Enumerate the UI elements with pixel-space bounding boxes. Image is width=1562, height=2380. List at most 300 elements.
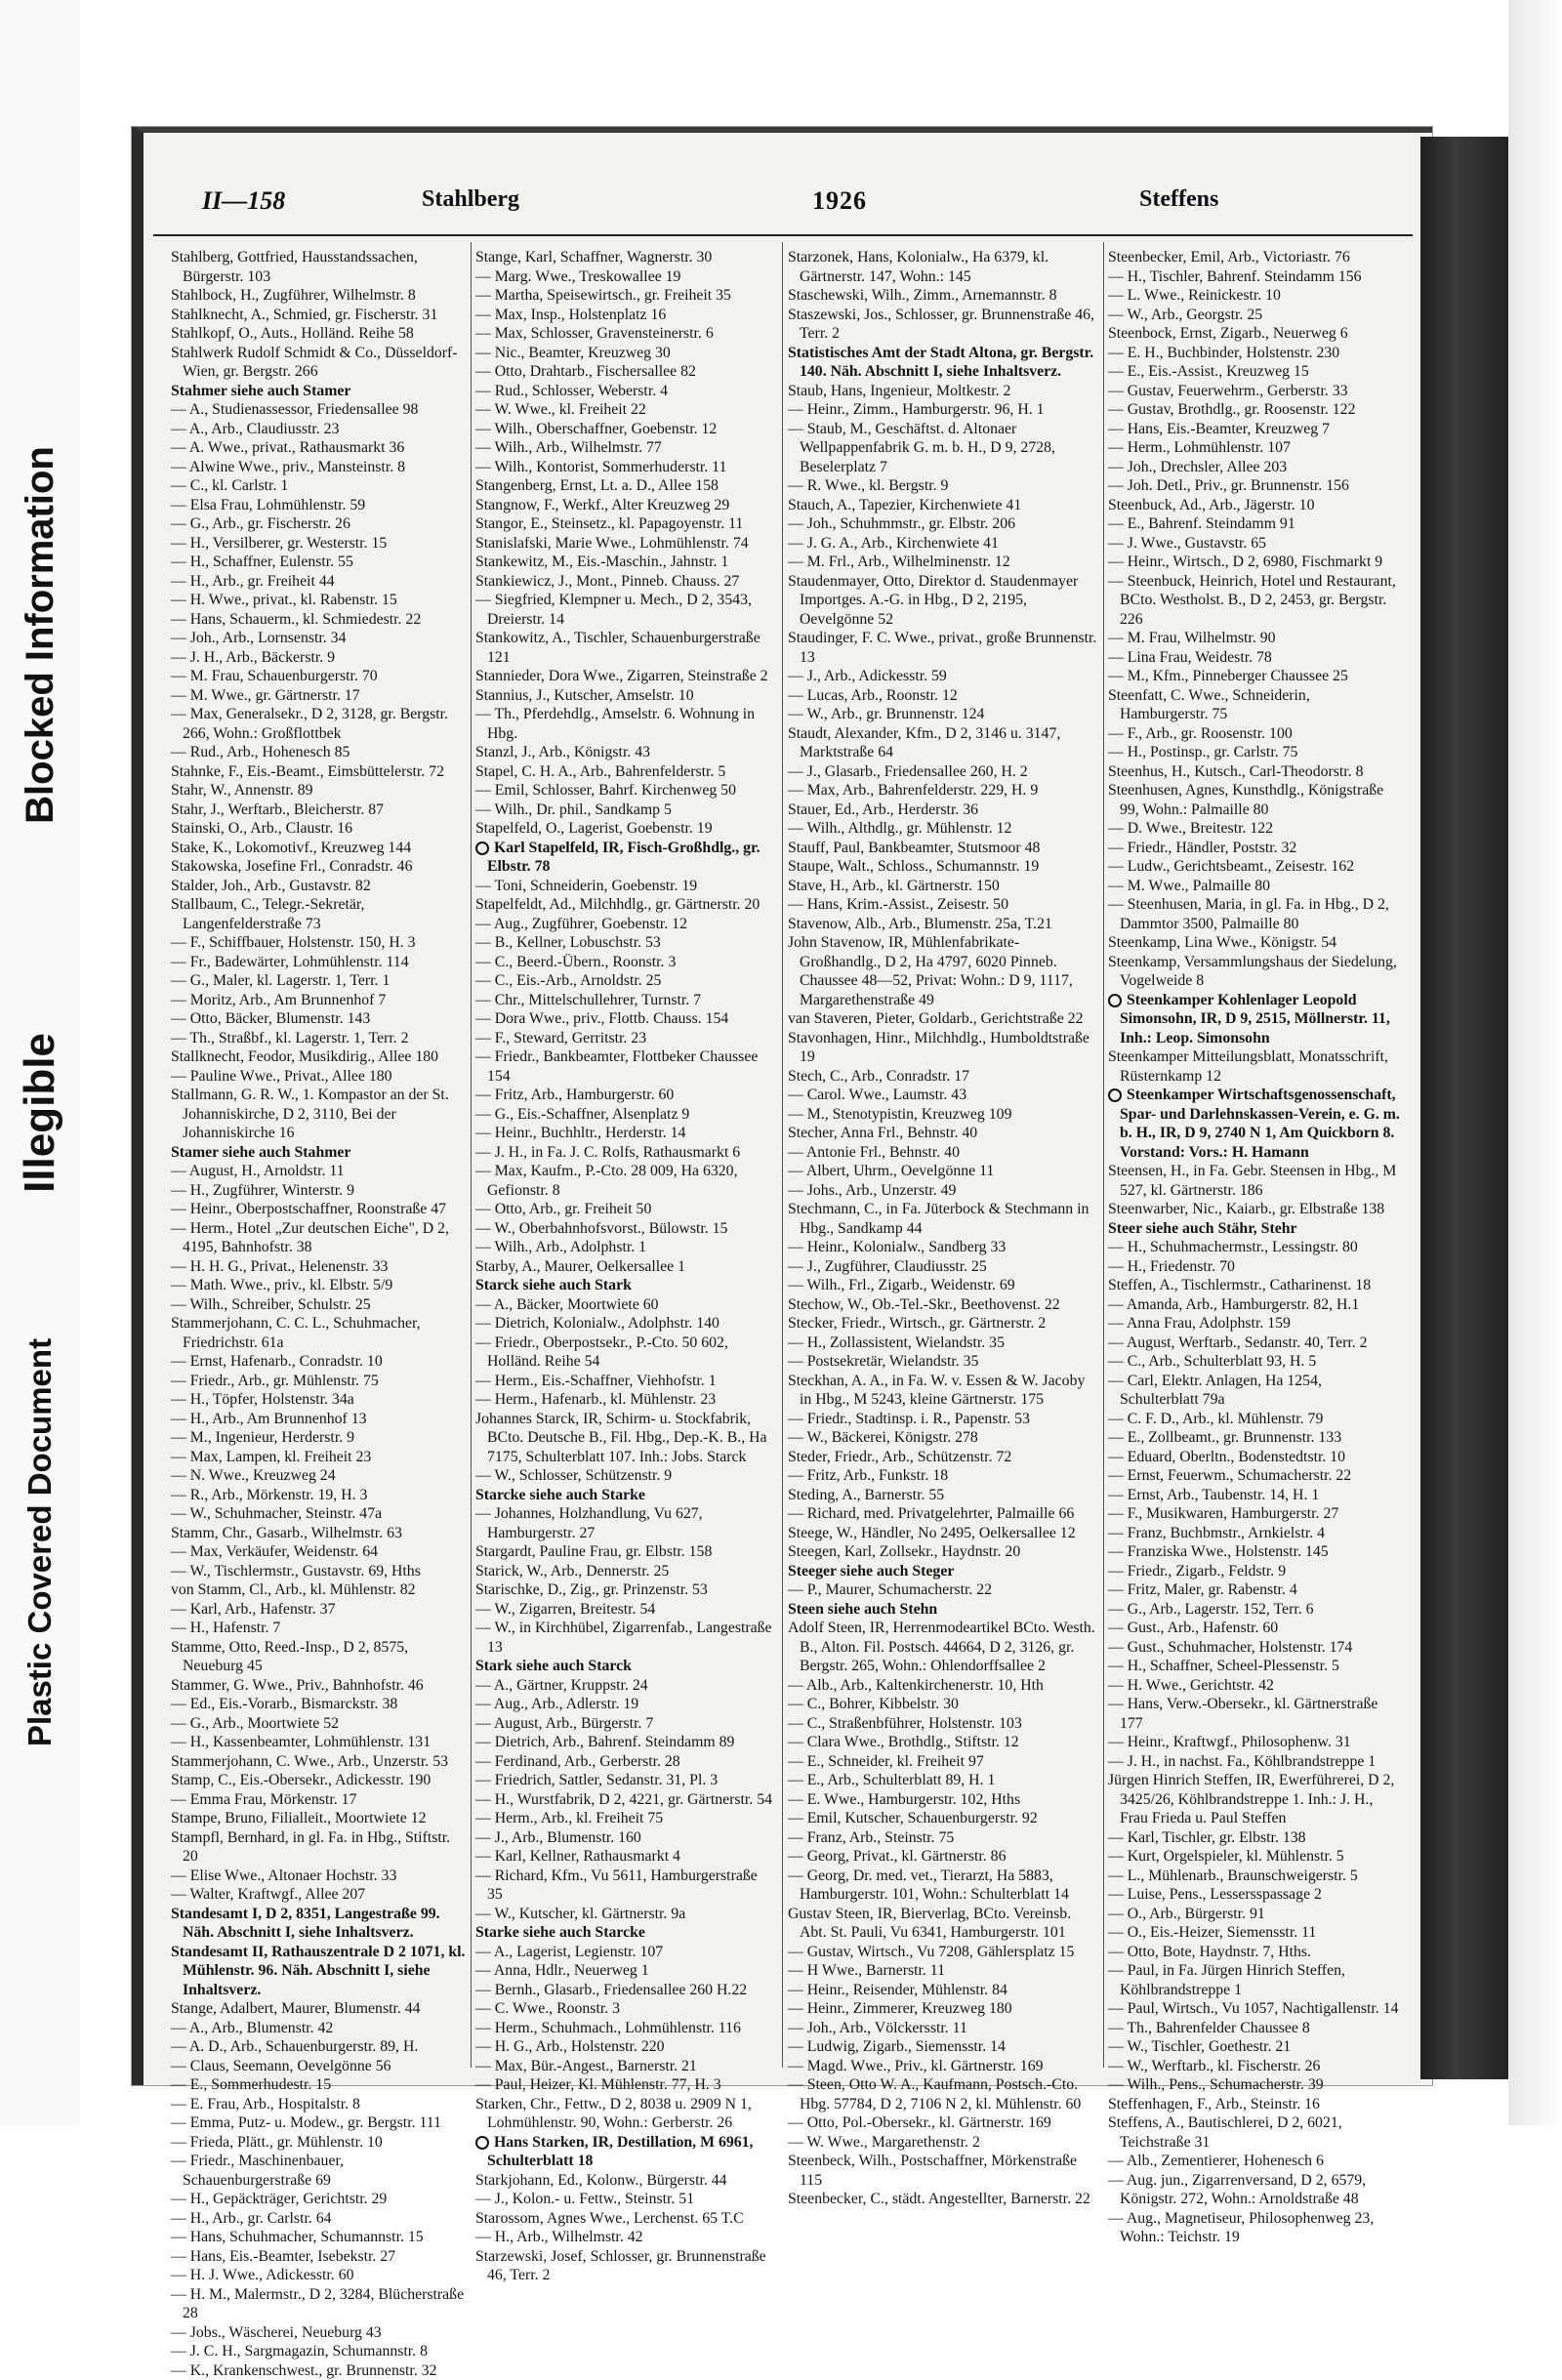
directory-entry: Steenbuck, Ad., Arb., Jägerstr. 10 [1108, 496, 1401, 515]
directory-entry: — Rud., Arb., Hohenesch 85 [171, 743, 466, 762]
directory-entry: Adolf Steen, IR, Herrenmodeartikel BCto. Westh. B., Alton. Fil. Postsch. 44664, D 2, 3126, gr. Bergstr. 265, Wohn.: Ohlendorffsallee 2 [788, 1619, 1098, 1676]
directory-entry: — Johannes, Holzhandlung, Vu 627, Hamburgerstr. 27 [475, 1504, 776, 1542]
directory-entry: — Clara Wwe., Brothdlg., Stiftstr. 12 [788, 1733, 1098, 1752]
directory-entry: — Joh., Drechsler, Allee 203 [1108, 458, 1401, 477]
directory-entry: — Pauline Wwe., Privat., Allee 180 [171, 1067, 466, 1087]
page-edge [1508, 0, 1562, 2125]
directory-entry: — Max, Lampen, kl. Freiheit 23 [171, 1448, 466, 1467]
directory-entry: Stauer, Ed., Arb., Herderstr. 36 [788, 800, 1098, 820]
directory-entry: Starck siehe auch Stark [475, 1276, 776, 1295]
directory-entry: — J., Kolon.- u. Fettw., Steinstr. 51 [475, 2190, 776, 2209]
directory-entry: Starby, A., Maurer, Oelkersallee 1 [475, 1257, 776, 1277]
directory-entry: Starick, W., Arb., Dennerstr. 25 [475, 1562, 776, 1581]
directory-entry: — Ed., Eis.-Vorarb., Bismarckstr. 38 [171, 1695, 466, 1714]
directory-entry: — Ernst, Hafenarb., Conradstr. 10 [171, 1352, 466, 1372]
directory-entry: — Toni, Schneiderin, Goebenstr. 19 [475, 877, 776, 896]
directory-entry: — W. Wwe., kl. Freiheit 22 [475, 400, 776, 420]
directory-entry: — H., Arb., gr. Freiheit 44 [171, 572, 466, 592]
directory-entry: — E., Sommerhudestr. 15 [171, 2075, 466, 2095]
column-1 [171, 248, 466, 2073]
directory-entry: Stankewitz, M., Eis.-Maschin., Jahnstr. 1 [475, 553, 776, 572]
directory-entry: — Aug., Arb., Adlerstr. 19 [475, 1695, 776, 1714]
directory-entry: Stahlkopf, O., Auts., Holländ. Reihe 58 [171, 324, 466, 344]
directory-entry: — Heinr., Buchhltr., Herderstr. 14 [475, 1124, 776, 1143]
directory-entry: — Wilh., Oberschaffner, Goebenstr. 12 [475, 420, 776, 439]
directory-entry: — F., Arb., gr. Roosenstr. 100 [1108, 724, 1401, 744]
directory-entry: Stange, Karl, Schaffner, Wagnerstr. 30 [475, 248, 776, 267]
directory-entry: — Hans, Krim.-Assist., Zeisestr. 50 [788, 895, 1098, 915]
directory-entry: — Claus, Seemann, Oevelgönne 56 [171, 2057, 466, 2076]
directory-entry: — Friedr., Händler, Poststr. 32 [1108, 839, 1401, 858]
directory-entry: Stargardt, Pauline Frau, gr. Elbstr. 158 [475, 1542, 776, 1562]
directory-entry: — Georg, Dr. med. vet., Tierarzt, Ha 5883, Hamburgerstr. 101, Wohn.: Schulterblatt 14 [788, 1867, 1098, 1905]
directory-entry: Stangenberg, Ernst, Lt. a. D., Allee 158 [475, 476, 776, 496]
directory-entry: — A., Gärtner, Kruppstr. 24 [475, 1676, 776, 1696]
directory-entry: Steenbecker, C., städt. Angestellter, Barnerstr. 22 [788, 2190, 1098, 2209]
directory-entry: — Franziska Wwe., Holstenstr. 145 [1108, 1542, 1401, 1562]
directory-entry: — Franz, Buchbmstr., Arnkielstr. 4 [1108, 1524, 1401, 1543]
directory-entry: — A. D., Arb., Schauenburgerstr. 89, H. [171, 2037, 466, 2057]
directory-entry: — H., Töpfer, Holstenstr. 34a [171, 1390, 466, 1410]
directory-entry: — P., Maurer, Schumacherstr. 22 [788, 1580, 1098, 1600]
directory-entry: — August, Arb., Bürgerstr. 7 [475, 1714, 776, 1734]
directory-entry: — Otto, Bote, Haydnstr. 7, Hths. [1108, 1943, 1401, 1962]
directory-entry: — H., Schaffner, Eulenstr. 55 [171, 553, 466, 572]
directory-entry: — J. G. A., Arb., Kirchenwiete 41 [788, 534, 1098, 554]
directory-entry: — Gust., Schuhmacher, Holstenstr. 174 [1108, 1638, 1401, 1658]
directory-entry: — Gustav, Brothdlg., gr. Roosenstr. 122 [1108, 400, 1401, 420]
directory-entry: — Georg, Privat., kl. Gärtnerstr. 86 [788, 1847, 1098, 1867]
directory-entry: — H., Zugführer, Winterstr. 9 [171, 1181, 466, 1201]
directory-entry: — W., Kutscher, kl. Gärtnerstr. 9a [475, 1905, 776, 1924]
side-band [0, 0, 80, 2125]
directory-entry: Staupe, Walt., Schloss., Schumannstr. 19 [788, 857, 1098, 877]
directory-entry: Staschewski, Wilh., Zimm., Arnemannstr. 8 [788, 286, 1098, 306]
directory-entry: — Dietrich, Kolonialw., Adolphstr. 140 [475, 1314, 776, 1334]
directory-entry: — Kurt, Orgelspieler, kl. Mühlenstr. 5 [1108, 1847, 1401, 1867]
column-rule [782, 242, 783, 2068]
directory-entry: Stainski, O., Arb., Claustr. 16 [171, 819, 466, 839]
directory-entry: — H. J. Wwe., Adickesstr. 60 [171, 2266, 466, 2285]
directory-entry: — Fr., Badewärter, Lohmühlenstr. 114 [171, 953, 466, 972]
directory-entry: Stahmer siehe auch Stamer [171, 382, 466, 401]
directory-entry: — E., Zollbeamt., gr. Brunnenstr. 133 [1108, 1428, 1401, 1448]
directory-entry: — R. Wwe., kl. Bergstr. 9 [788, 476, 1098, 496]
directory-entry: — Karl, Arb., Hafenstr. 37 [171, 1600, 466, 1620]
directory-entry: — Heinr., Wirtsch., D 2, 6980, Fischmarkt 9 [1108, 553, 1401, 572]
directory-entry: — Emil, Schlosser, Bahrf. Kirchenweg 50 [475, 781, 776, 800]
directory-entry: Steenkamp, Versammlungshaus der Siedelung, Vogelweide 8 [1108, 953, 1401, 991]
directory-entry: — H. M., Malermstr., D 2, 3284, Blücherstraße 28 [171, 2285, 466, 2323]
directory-entry: — M. Wwe., Palmaille 80 [1108, 877, 1401, 896]
directory-entry: — Herm., Arb., kl. Freiheit 75 [475, 1809, 776, 1828]
directory-entry-featured: Steenkamper Kohlenlager Leopold Simonsohn, IR, D 9, 2515, Möllnerstr. 11, Inh.: Leop. Simonsohn [1108, 991, 1401, 1048]
directory-entry: — Paul, Heizer, Kl. Mühlenstr. 77, H. 3 [475, 2075, 776, 2095]
column-rule [471, 242, 472, 2068]
directory-entry: Steding, A., Barnerstr. 55 [788, 1486, 1098, 1505]
directory-entry: — H., Kassenbeamter, Lohmühlenstr. 131 [171, 1733, 466, 1752]
directory-entry: — Heinr., Kolonialw., Sandberg 33 [788, 1238, 1098, 1257]
directory-entry: — Rud., Schlosser, Weberstr. 4 [475, 382, 776, 401]
directory-entry: Steensen, H., in Fa. Gebr. Steensen in Hbg., M 527, kl. Gärtnerstr. 186 [1108, 1162, 1401, 1200]
directory-entry: Staudenmayer, Otto, Direktor d. Staudenmayer Importges. A.-G. in Hbg., D 2, 2195, Oevelgönne 52 [788, 572, 1098, 630]
directory-entry: — J. H., in Fa. J. C. Rolfs, Rathausmarkt 6 [475, 1143, 776, 1163]
directory-entry: — Friedr., Stadtinsp. i. R., Papenstr. 53 [788, 1410, 1098, 1429]
directory-entry: Stake, K., Lokomotivf., Kreuzweg 144 [171, 839, 466, 858]
directory-entry: — H., Schaffner, Scheel-Plessenstr. 5 [1108, 1657, 1401, 1676]
directory-entry: — Max, Verkäufer, Weidenstr. 64 [171, 1542, 466, 1562]
directory-entry: — Paul, in Fa. Jürgen Hinrich Steffen, Köhlbrandstreppe 1 [1108, 1961, 1401, 1999]
directory-entry: Stammerjohann, C. C. L., Schuhmacher, Friedrichstr. 61a [171, 1314, 466, 1352]
directory-entry: — F., Schiffbauer, Holstenstr. 150, H. 3 [171, 933, 466, 953]
directory-entry: — A., Bäcker, Moortwiete 60 [475, 1295, 776, 1315]
directory-entry: — G., Maler, kl. Lagerstr. 1, Terr. 1 [171, 971, 466, 991]
directory-entry: Steenkamp, Lina Wwe., Königstr. 54 [1108, 933, 1401, 953]
directory-entry: — W., Tischlermstr., Gustavstr. 69, Hths [171, 1562, 466, 1581]
directory-entry: — H. Wwe., Gerichtstr. 42 [1108, 1676, 1401, 1696]
directory-entry: — N. Wwe., Kreuzweg 24 [171, 1466, 466, 1486]
directory-entry: Stavonhagen, Hinr., Milchhdlg., Humboldtstraße 19 [788, 1029, 1098, 1067]
directory-entry: — Th., Bahrenfelder Chaussee 8 [1108, 2019, 1401, 2038]
directory-entry: — E., Eis.-Assist., Kreuzweg 15 [1108, 362, 1401, 382]
directory-entry: — Herm., Lohmühlenstr. 107 [1108, 438, 1401, 458]
binding-shadow [1420, 137, 1508, 2079]
directory-entry: — Antonie Frl., Behnstr. 40 [788, 1143, 1098, 1163]
directory-entry: — K., Krankenschwest., gr. Brunnenstr. 32 [171, 2361, 466, 2380]
directory-entry: — H., Schuhmachermstr., Lessingstr. 80 [1108, 1238, 1401, 1257]
directory-entry: Stahnke, F., Eis.-Beamt., Eimsbüttelerstr. 72 [171, 762, 466, 782]
directory-entry: — Friedr., Maschinenbauer, Schauenburgerstraße 69 [171, 2152, 466, 2190]
column-2 [475, 248, 776, 2073]
directory-entry: Starzonek, Hans, Kolonialw., Ha 6379, kl. Gärtnerstr. 147, Wohn.: 145 [788, 248, 1098, 286]
directory-entry: Steenbock, Ernst, Zigarb., Neuerweg 6 [1108, 324, 1401, 344]
directory-entry: Stannieder, Dora Wwe., Zigarren, Steinstraße 2 [475, 667, 776, 686]
directory-entry: Stakowska, Josefine Frl., Conradstr. 46 [171, 857, 466, 877]
directory-entry: — Anna, Hdlr., Neuerweg 1 [475, 1961, 776, 1981]
directory-entry: — Herm., Hotel „Zur deutschen Eiche", D 2, 4195, Bahnhofstr. 38 [171, 1219, 466, 1257]
column-3 [788, 248, 1098, 2073]
directory-entry: — G., Eis.-Schaffner, Alsenplatz 9 [475, 1105, 776, 1125]
directory-entry: Starzewski, Josef, Schlosser, gr. Brunnenstraße 46, Terr. 2 [475, 2247, 776, 2285]
directory-entry: Steenwarber, Nic., Kaiarb., gr. Elbstraße 138 [1108, 1200, 1401, 1219]
directory-entry: — Fritz, Arb., Hamburgerstr. 60 [475, 1086, 776, 1105]
directory-entry: — O., Arb., Bürgerstr. 91 [1108, 1905, 1401, 1924]
directory-entry: — A., Lagerist, Legienstr. 107 [475, 1943, 776, 1962]
directory-entry: — J. H., in nachst. Fa., Köhlbrandstreppe 1 [1108, 1752, 1401, 1772]
directory-entry: — H. Wwe., privat., kl. Rabenstr. 15 [171, 591, 466, 610]
directory-entry: — Jobs., Wäscherei, Neueburg 43 [171, 2323, 466, 2343]
directory-entry: — Hans, Verw.-Obersekr., kl. Gärtnerstraße 177 [1108, 1695, 1401, 1733]
directory-entry: — Emil, Kutscher, Schauenburgerstr. 92 [788, 1809, 1098, 1828]
directory-entry: — M. Frau, Schauenburgerstr. 70 [171, 667, 466, 686]
directory-entry: — Alb., Zementierer, Hohenesch 6 [1108, 2152, 1401, 2171]
directory-entry: — Karl, Tischler, gr. Elbstr. 138 [1108, 1828, 1401, 1848]
directory-entry: Jürgen Hinrich Steffen, IR, Ewerführerei, D 2, 3425/26, Köhlbrandstreppe 1. Inh.: J. H., Frau Frieda u. Paul Steffen [1108, 1771, 1401, 1828]
directory-entry: — Fritz, Arb., Funkstr. 18 [788, 1466, 1098, 1486]
directory-entry: — Hans, Schuhmacher, Schumannstr. 15 [171, 2228, 466, 2247]
directory-entry: — Wilh., Dr. phil., Sandkamp 5 [475, 800, 776, 820]
directory-entry: — Lina Frau, Weidestr. 78 [1108, 648, 1401, 668]
directory-entry: Starken, Chr., Fettw., D 2, 8038 u. 2909 N 1, Lohmühlenstr. 90, Wohn.: Gerberstr. 26 [475, 2095, 776, 2133]
directory-entry: — Ludw., Gerichtsbeamt., Zeisestr. 162 [1108, 857, 1401, 877]
directory-entry: — Max, Bür.-Angest., Barnerstr. 21 [475, 2057, 776, 2076]
directory-entry: — A., Arb., Blumenstr. 42 [171, 2019, 466, 2038]
directory-entry: Steen siehe auch Stehn [788, 1600, 1098, 1620]
directory-entry: — Eduard, Oberltn., Bodenstedtstr. 10 [1108, 1448, 1401, 1467]
directory-entry: Steffens, A., Bautischlerei, D 2, 6021, Teichstraße 31 [1108, 2113, 1401, 2152]
directory-entry: — Carol. Wwe., Laumstr. 43 [788, 1086, 1098, 1105]
directory-entry: Stavenow, Alb., Arb., Blumenstr. 25a, T.21 [788, 915, 1098, 934]
directory-entry: — Paul, Wirtsch., Vu 1057, Nachtigallenstr. 14 [1108, 1999, 1401, 2019]
directory-entry: Stapelfeld, O., Lagerist, Goebenstr. 19 [475, 819, 776, 839]
directory-entry: Stankiewicz, J., Mont., Pinneb. Chauss. 27 [475, 572, 776, 592]
directory-entry: — F., Steward, Gerritstr. 23 [475, 1029, 776, 1048]
directory-entry: — Herm., Schuhmach., Lohmühlenstr. 116 [475, 2019, 776, 2038]
directory-entry: — W. Wwe., Margarethenstr. 2 [788, 2133, 1098, 2153]
directory-entry: — W., Bäckerei, Königstr. 278 [788, 1428, 1098, 1448]
directory-entry: — M. Frl., Arb., Wilhelminenstr. 12 [788, 553, 1098, 572]
directory-entry: — E., Bahrenf. Steindamm 91 [1108, 514, 1401, 534]
directory-entry: Stanzl, J., Arb., Königstr. 43 [475, 743, 776, 762]
directory-entry: — H Wwe., Barnerstr. 11 [788, 1961, 1098, 1981]
directory-entry: — Chr., Mittelschullehrer, Turnstr. 7 [475, 991, 776, 1010]
directory-entry: — Wilh., Arb., Adolphstr. 1 [475, 1238, 776, 1257]
directory-entry: — Gustav, Feuerwehrm., Gerberstr. 33 [1108, 382, 1401, 401]
directory-entry: — M., Kfm., Pinneberger Chaussee 25 [1108, 667, 1401, 686]
directory-entry: — Moritz, Arb., Am Brunnenhof 7 [171, 991, 466, 1010]
directory-entry: — Gust., Arb., Hafenstr. 60 [1108, 1619, 1401, 1638]
ring-icon [475, 841, 489, 855]
directory-entry: — Otto, Drahtarb., Fischersallee 82 [475, 362, 776, 382]
directory-entry: — M. Wwe., gr. Gärtnerstr. 17 [171, 686, 466, 706]
directory-entry: — E. Wwe., Hamburgerstr. 102, Hths [788, 1790, 1098, 1810]
first-entry-word: Stahlberg [422, 186, 519, 213]
directory-entry: — Ernst, Arb., Taubenstr. 14, H. 1 [1108, 1486, 1401, 1505]
directory-entry: — H., Gepäckträger, Gerichtstr. 29 [171, 2190, 466, 2209]
directory-entry: — Carl, Elektr. Anlagen, Ha 1254, Schulterblatt 79a [1108, 1372, 1401, 1410]
directory-entry: — C., Bohrer, Kibbelstr. 30 [788, 1695, 1098, 1714]
directory-entry: — A., Arb., Claudiusstr. 23 [171, 420, 466, 439]
directory-entry: — Marg. Wwe., Treskowallee 19 [475, 267, 776, 287]
directory-entry: — Siegfried, Klempner u. Mech., D 2, 3543, Dreierstr. 14 [475, 591, 776, 629]
directory-entry: — E., Arb., Schulterblatt 89, H. 1 [788, 1771, 1098, 1790]
directory-entry: Stahlwerk Rudolf Schmidt & Co., Düsseldorf-Wien, gr. Bergstr. 266 [171, 344, 466, 382]
directory-entry: Gustav Steen, IR, Bierverlag, BCto. Vereinsb. Abt. St. Pauli, Vu 6341, Hamburgerstr. 101 [788, 1905, 1098, 1943]
directory-entry: — Elsa Frau, Lohmühlenstr. 59 [171, 496, 466, 515]
directory-entry: — E. Frau, Arb., Hospitalstr. 8 [171, 2095, 466, 2114]
directory-entry: — Friedr., Oberpostsekr., P.-Cto. 50 602, Holländ. Reihe 54 [475, 1334, 776, 1372]
directory-entry: Stangor, E., Steinsetz., kl. Papagoyenstr. 11 [475, 514, 776, 534]
directory-entry: — Walter, Kraftwgf., Allee 207 [171, 1885, 466, 1905]
directory-entry: Steenhus, H., Kutsch., Carl-Theodorstr. 8 [1108, 762, 1401, 782]
directory-entry: — G., Arb., Lagerstr. 152, Terr. 6 [1108, 1600, 1401, 1620]
directory-entry: — G., Arb., Moortwiete 52 [171, 1714, 466, 1734]
directory-entry-featured: Steenkamper Wirtschaftsgenossenschaft, Spar- und Darlehnskassen-Verein, e. G. m. b. H., IR, D 9, 2740 N 1, Am Quickborn 8. Vorstand: Vors.: H. Hamann [1108, 1086, 1401, 1162]
directory-entry: Stahlberg, Gottfried, Hausstandssachen, Bürgerstr. 103 [171, 248, 466, 286]
directory-entry: — Johs., Arb., Unzerstr. 49 [788, 1181, 1098, 1201]
directory-entry: Starischke, D., Zig., gr. Prinzenstr. 53 [475, 1580, 776, 1600]
directory-entry: Staudt, Alexander, Kfm., D 2, 3146 u. 3147, Marktstraße 64 [788, 724, 1098, 762]
directory-entry: — Max, Insp., Holstenplatz 16 [475, 306, 776, 325]
directory-entry: — Ernst, Feuerwm., Schumacherstr. 22 [1108, 1466, 1401, 1486]
directory-entry: Stamp, C., Eis.-Obersekr., Adickesstr. 190 [171, 1771, 466, 1790]
directory-entry: — Heinr., Kraftwgf., Philosophenw. 31 [1108, 1733, 1401, 1752]
directory-entry: Stammerjohann, C. Wwe., Arb., Unzerstr. 53 [171, 1752, 466, 1772]
directory-entry: — Staub, M., Geschäftst. d. Altonaer Wellpappenfabrik G. m. b. H., D 9, 2728, Beselerplatz 7 [788, 420, 1098, 477]
page-number: II—158 [202, 186, 285, 216]
directory-entry: — Joh. Detl., Priv., gr. Brunnenstr. 156 [1108, 476, 1401, 496]
directory-entry: — W., Werftarb., kl. Fischerstr. 26 [1108, 2057, 1401, 2076]
directory-entry: Steffenhagen, F., Arb., Steinstr. 16 [1108, 2095, 1401, 2114]
directory-entry: — H., Wurstfabrik, D 2, 4221, gr. Gärtnerstr. 54 [475, 1790, 776, 1810]
directory-entry: — Max, Generalsekr., D 2, 3128, gr. Bergstr. 266, Wohn.: Großflottbek [171, 705, 466, 743]
directory-entry: — Dora Wwe., priv., Flottb. Chauss. 154 [475, 1009, 776, 1029]
directory-entry: Stamm, Chr., Gasarb., Wilhelmstr. 63 [171, 1524, 466, 1543]
directory-entry: — H., Arb., Wilhelmstr. 42 [475, 2228, 776, 2247]
directory-entry: — L., Mühlenarb., Braunschweigerstr. 5 [1108, 1867, 1401, 1886]
directory-entry: Stahr, W., Annenstr. 89 [171, 781, 466, 800]
directory-entry: Stechow, W., Ob.-Tel.-Skr., Beethovenst. 22 [788, 1295, 1098, 1315]
directory-entry: — Nic., Beamter, Kreuzweg 30 [475, 344, 776, 363]
directory-entry: — Postsekretär, Wielandstr. 35 [788, 1352, 1098, 1372]
directory-entry: Stallknecht, Feodor, Musikdirig., Allee 180 [171, 1047, 466, 1067]
ring-icon [1108, 994, 1122, 1007]
directory-entry: — Max, Schlosser, Gravensteinerstr. 6 [475, 324, 776, 344]
directory-entry: Stange, Adalbert, Maurer, Blumenstr. 44 [171, 1999, 466, 2019]
directory-entry: — J. H., Arb., Bäckerstr. 9 [171, 648, 466, 668]
directory-entry: — Heinr., Reisender, Mühlenstr. 84 [788, 1981, 1098, 2000]
directory-entry: — W., Schuhmacher, Steinstr. 47a [171, 1504, 466, 1524]
directory-entry: — C., kl. Carlstr. 1 [171, 476, 466, 496]
directory-entry: — J. C. H., Sargmagazin, Schumannstr. 8 [171, 2342, 466, 2361]
directory-entry: — Th., Straßbf., kl. Lagerstr. 1, Terr. 2 [171, 1029, 466, 1048]
directory-entry: — C., Beerd.-Übern., Roonstr. 3 [475, 953, 776, 972]
directory-entry: — M., Stenotypistin, Kreuzweg 109 [788, 1105, 1098, 1125]
directory-entry: Steenkamper Mitteilungsblatt, Monatsschrift, Rüsternkamp 12 [1108, 1047, 1401, 1086]
directory-entry: Stapelfeldt, Ad., Milchhdlg., gr. Gärtnerstr. 20 [475, 895, 776, 915]
directory-entry: — Heinr., Zimm., Hamburgerstr. 96, H. 1 [788, 400, 1098, 420]
directory-entry: — Martha, Speisewirtsch., gr. Freiheit 35 [475, 286, 776, 306]
directory-entry: — Frieda, Plätt., gr. Mühlenstr. 10 [171, 2133, 466, 2153]
directory-entry: — A., Studienassessor, Friedensallee 98 [171, 400, 466, 420]
directory-entry: — Max, Arb., Bahrenfelderstr. 229, H. 9 [788, 781, 1098, 800]
directory-entry: — H., Arb., Am Brunnenhof 13 [171, 1410, 466, 1429]
directory-entry: — F., Musikwaren, Hamburgerstr. 27 [1108, 1504, 1401, 1524]
directory-entry: — Wilh., Frl., Zigarb., Weidenstr. 69 [788, 1276, 1098, 1295]
directory-entry: — J., Glasarb., Friedensallee 260, H. 2 [788, 762, 1098, 782]
directory-entry: Steer siehe auch Stähr, Stehr [1108, 1219, 1401, 1239]
directory-entry: — H., Zollassistent, Wielandstr. 35 [788, 1334, 1098, 1353]
ring-icon [475, 2136, 489, 2150]
directory-entry: — J., Arb., Blumenstr. 160 [475, 1828, 776, 1848]
directory-entry: Stecker, Friedr., Wirtsch., gr. Gärtnerstr. 2 [788, 1314, 1098, 1334]
directory-entry: — Joh., Arb., Völckersstr. 11 [788, 2019, 1098, 2038]
directory-entry: — A. Wwe., privat., Rathausmarkt 36 [171, 438, 466, 458]
directory-entry: — E. H., Buchbinder, Holstenstr. 230 [1108, 344, 1401, 363]
directory-entry: Stech, C., Arb., Conradstr. 17 [788, 1067, 1098, 1087]
directory-entry: Johannes Starck, IR, Schirm- u. Stockfabrik, BCto. Deutsche B., Fil. Hbg., Dep.-K. B., Ha 7175, Schulterblatt 107. Inh.: Jobs. Starck [475, 1410, 776, 1467]
directory-entry: Starcke siehe auch Starke [475, 1486, 776, 1505]
directory-entry: — Alb., Arb., Kaltenkirchenerstr. 10, Hth [788, 1676, 1098, 1696]
directory-entry: — Steen, Otto W. A., Kaufmann, Postsch.-Cto. Hbg. 57784, D 2, 7106 N 2, kl. Mühlenstr. 60 [788, 2075, 1098, 2113]
directory-entry: — Lucas, Arb., Roonstr. 12 [788, 686, 1098, 706]
directory-entry: — Aug., Zugführer, Goebenstr. 12 [475, 915, 776, 934]
directory-entry: — Friedr., Zigarb., Feldstr. 9 [1108, 1562, 1401, 1581]
directory-entry: — W., Tischler, Goethestr. 21 [1108, 2037, 1401, 2057]
directory-entry: — D. Wwe., Breitestr. 122 [1108, 819, 1401, 839]
directory-entry: — Heinr., Oberpostschaffner, Roonstraße 47 [171, 1200, 466, 1219]
directory-entry: — Fritz, Maler, gr. Rabenstr. 4 [1108, 1580, 1401, 1600]
directory-entry: Steege, W., Händler, No 2495, Oelkersallee 12 [788, 1524, 1098, 1543]
directory-entry: — Ludwig, Zigarb., Siemensstr. 14 [788, 2037, 1098, 2057]
directory-entry: — H., Postinsp., gr. Carlstr. 75 [1108, 743, 1401, 762]
directory-entry: Stampfl, Bernhard, in gl. Fa. in Hbg., Stiftstr. 20 [171, 1828, 466, 1867]
directory-entry: Stamer siehe auch Stahmer [171, 1143, 466, 1163]
directory-entry: Stankowitz, A., Tischler, Schauenburgerstraße 121 [475, 629, 776, 667]
directory-entry: — Steenhusen, Maria, in gl. Fa. in Hbg., D 2, Dammtor 3500, Palmaille 80 [1108, 895, 1401, 933]
directory-entry: Staub, Hans, Ingenieur, Moltkestr. 2 [788, 382, 1098, 401]
directory-entry: — Th., Pferdehdlg., Amselstr. 6. Wohnung in Hbg. [475, 705, 776, 743]
directory-entry: — Math. Wwe., priv., kl. Elbstr. 5/9 [171, 1276, 466, 1295]
directory-entry: — Emma, Putz- u. Modew., gr. Bergstr. 111 [171, 2113, 466, 2133]
directory-entry: — Otto, Bäcker, Blumenstr. 143 [171, 1009, 466, 1029]
directory-entry: — Emma Frau, Mörkenstr. 17 [171, 1790, 466, 1810]
directory-entry: — Aug. jun., Zigarrenversand, D 2, 6579, Königstr. 272, Wohn.: Arnoldstraße 48 [1108, 2171, 1401, 2209]
directory-entry: Stauch, A., Tapezier, Kirchenwiete 41 [788, 496, 1098, 515]
directory-entry: — Wilh., Pens., Schumacherstr. 39 [1108, 2075, 1401, 2095]
directory-entry: — W., in Kirchhübel, Zigarrenfab., Langestraße 13 [475, 1619, 776, 1657]
directory-entry: Statistisches Amt der Stadt Altona, gr. Bergstr. 140. Näh. Abschnitt I, siehe Inhaltsverz. [788, 344, 1098, 382]
directory-entry: — C., Straßenbführer, Holstenstr. 103 [788, 1714, 1098, 1734]
directory-entry: — Dietrich, Arb., Bahrenf. Steindamm 89 [475, 1733, 776, 1752]
directory-entry: — Friedr., Arb., gr. Mühlenstr. 75 [171, 1372, 466, 1391]
directory-entry: — H., Hafenstr. 7 [171, 1619, 466, 1638]
directory-entry: Stechmann, C., in Fa. Jüterbock & Stechmann in Hbg., Sandkamp 44 [788, 1200, 1098, 1238]
directory-entry: — Otto, Pol.-Obersekr., kl. Gärtnerstr. 169 [788, 2113, 1098, 2133]
directory-entry: — Amanda, Arb., Hamburgerstr. 82, H.1 [1108, 1295, 1401, 1315]
column-4 [1108, 248, 1401, 2073]
directory-entry: van Staveren, Pieter, Goldarb., Gerichtstraße 22 [788, 1009, 1098, 1029]
directory-entry: — Elise Wwe., Altonaer Hochstr. 33 [171, 1867, 466, 1886]
directory-entry: Starossom, Agnes Wwe., Lerchenst. 65 T.C [475, 2209, 776, 2229]
directory-entry: — Karl, Kellner, Rathausmarkt 4 [475, 1847, 776, 1867]
directory-entry: — Franz, Arb., Steinstr. 75 [788, 1828, 1098, 1848]
directory-entry: Stave, H., Arb., kl. Gärtnerstr. 150 [788, 877, 1098, 896]
directory-entry: — E., Schneider, kl. Freiheit 97 [788, 1752, 1098, 1772]
directory-entry: — Heinr., Zimmerer, Kreuzweg 180 [788, 1999, 1098, 2019]
directory-entry: — R., Arb., Mörkenstr. 19, H. 3 [171, 1486, 466, 1505]
directory-entry: — Otto, Arb., gr. Freiheit 50 [475, 1200, 776, 1219]
directory-entry: — Joh., Schuhmmstr., gr. Elbstr. 206 [788, 514, 1098, 534]
directory-entry: — Hans, Schauerm., kl. Schmiedestr. 22 [171, 610, 466, 630]
directory-entry-featured: Hans Starken, IR, Destillation, M 6961, Schulterblatt 18 [475, 2133, 776, 2171]
directory-entry: Steeger siehe auch Steger [788, 1562, 1098, 1581]
directory-entry: — Hans, Eis.-Beamter, Kreuzweg 7 [1108, 420, 1401, 439]
directory-entry: — W., Oberbahnhofsvorst., Bülowstr. 15 [475, 1219, 776, 1239]
directory-entry: Stapel, C. H. A., Arb., Bahrenfelderstr. 5 [475, 762, 776, 782]
directory-entry: — Bernh., Glasarb., Friedensallee 260 H.22 [475, 1981, 776, 2000]
directory-entry: Stannius, J., Kutscher, Amselstr. 10 [475, 686, 776, 706]
directory-entry: Stanislafski, Marie Wwe., Lohmühlenstr. 74 [475, 534, 776, 554]
directory-entry: — August, H., Arnoldstr. 11 [171, 1162, 466, 1181]
directory-entry: Stangnow, F., Werkf., Alter Kreuzweg 29 [475, 496, 776, 515]
directory-entry: Standesamt I, D 2, 8351, Langestraße 99. Näh. Abschnitt I, siehe Inhaltsverz. [171, 1905, 466, 1943]
directory-entry: — M. Frau, Wilhelmstr. 90 [1108, 629, 1401, 648]
directory-entry: Stahlknecht, A., Schmied, gr. Fischerstr. 31 [171, 306, 466, 325]
directory-entry: — C., Eis.-Arb., Arnoldstr. 25 [475, 971, 776, 991]
blocked-information-label: Blocked Information [6, 361, 74, 908]
directory-entry: — W., Arb., Georgstr. 25 [1108, 306, 1401, 325]
